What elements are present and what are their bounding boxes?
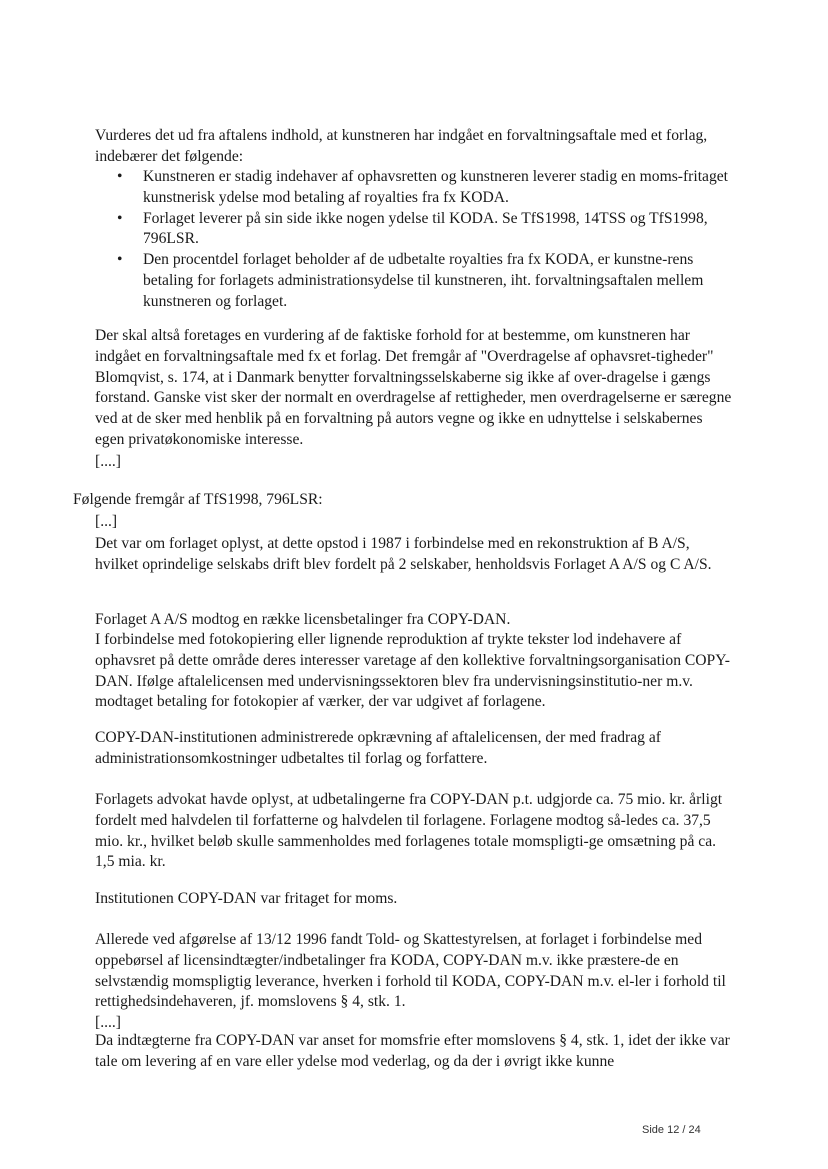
- section-heading: Følgende fremgår af TfS1998, 796LSR:: [73, 491, 323, 508]
- copydan-paragraph-1: Forlaget A A/S modtog en række licensbetalinger fra COPY-DAN.: [95, 611, 511, 628]
- list-item: [117, 167, 732, 209]
- forlaget-paragraph: Det var om forlaget oplyst, at dette opstod i 1987 i forbindelse med en rekonstruktion af B A/S, hvilket oprindelige selskabs drift blev fordelt på 2 selskaber, henholdsvis Forlaget A A/S og C A/S.: [95, 535, 712, 573]
- ellipsis: [....]: [95, 453, 121, 470]
- list-item-text: Kunstneren er stadig indehaver af ophavsretten og kunstneren leverer stadig en moms-fritaget kunstnerisk ydelse mod betaling af royalties fra fx KODA.: [143, 168, 728, 206]
- indtaegter-paragraph: Da indtægterne fra COPY-DAN var anset for momsfrie efter momslovens § 4, stk. 1, idet der ikke var tale om levering af en vare eller ydelse mod vederlag, og da der i øvrigt ikke kunne: [95, 1032, 730, 1070]
- ellipsis: [...]: [95, 513, 118, 530]
- institution-paragraph: COPY-DAN-institutionen administrerede opkrævning af aftalelicensen, der med fradrag af administrationsomkostninger udbetaltes til forlag og forfattere.: [95, 729, 661, 767]
- bullet-icon: •: [117, 251, 123, 269]
- bullet-icon: •: [117, 168, 123, 185]
- intro-paragraph: Vurderes det ud fra aftalens indhold, at kunstneren har indgået en forvaltningsaftale med et forlag, indebærer det følgende:: [95, 127, 708, 165]
- fritaget-paragraph: Institutionen COPY-DAN var fritaget for moms.: [95, 890, 398, 907]
- advokat-paragraph: Forlagets advokat havde oplyst, at udbetalingerne fra COPY-DAN p.t. udgjorde ca. 75 mio. kr. årligt fordelt med halvdelen til forfatterne og halvdelen til forlagene. Forlagene modtog så-ledes ca. 37,5 mio. kr., hvilket beløb skulle sammenholdes med forlagenes totale momspligti-ge omsætning på ca. 1,5 mia. kr.: [95, 791, 723, 871]
- list-item-text: Forlaget leverer på sin side ikke nogen ydelse til KODA. Se TfS1998, 14TSS og TfS1998, 796LSR.: [143, 209, 708, 248]
- list-item: [117, 209, 732, 251]
- ellipsis: [....]: [95, 1014, 121, 1031]
- afgoerelse-paragraph: Allerede ved afgørelse af 13/12 1996 fandt Told- og Skattestyrelsen, at forlaget i forbindelse med oppebørsel af licensindtægter/indbetalinger fra KODA, COPY-DAN m.v. ikke præstere-de en selvstændig momspligtig leverance, hverken i forhold til KODA, COPY-DAN m.v. el-ler i forhold til rettighedsindehaveren, jf. momslovens § 4, stk. 1.: [95, 931, 726, 1011]
- list-item-text: Den procentdel forlaget beholder af de udbetalte royalties fra fx KODA, er kunstne-rens betaling for forlagets administrationsydelse til kunstneren, iht. forvaltningsaftalen mellem kunstneren og forlaget.: [143, 251, 704, 310]
- page-number: Side 12 / 24: [642, 1124, 701, 1136]
- copydan-paragraph-2: I forbindelse med fotokopiering eller lignende reproduktion af trykte tekster lod indehavere af ophavsret på dette område deres interesser varetage af den kollektive forvaltningsorganisation COPY-DAN. Ifølge aftalelicensen med undervisningssektoren blev fra undervisningsinstitutio-ner m.v. modtaget betaling for fotokopier af værker, der var udgivet af forlagene.: [95, 631, 730, 711]
- list-item: [117, 250, 732, 312]
- bullet-list: [117, 167, 732, 313]
- assessment-paragraph: Der skal altså foretages en vurdering af de faktiske forhold for at bestemme, om kunstneren har indgået en forvaltningsaftale med fx et forlag. Det fremgår af "Overdragelse af ophavsret-tigheder" Blomqvist, s. 174, at i Danmark benytter forvaltningsselskaberne sig ikke af over-dragelse i gængs forstand. Ganske vist sker der normalt en overdragelse af rettigheder, men overdragelserne er særegne ved at de sker med henblik på en forvaltning på autors vegne og ikke en udnyttelse i selskabernes egen privatøkonomiske interesse.: [95, 327, 732, 448]
- bullet-icon: •: [117, 209, 123, 227]
